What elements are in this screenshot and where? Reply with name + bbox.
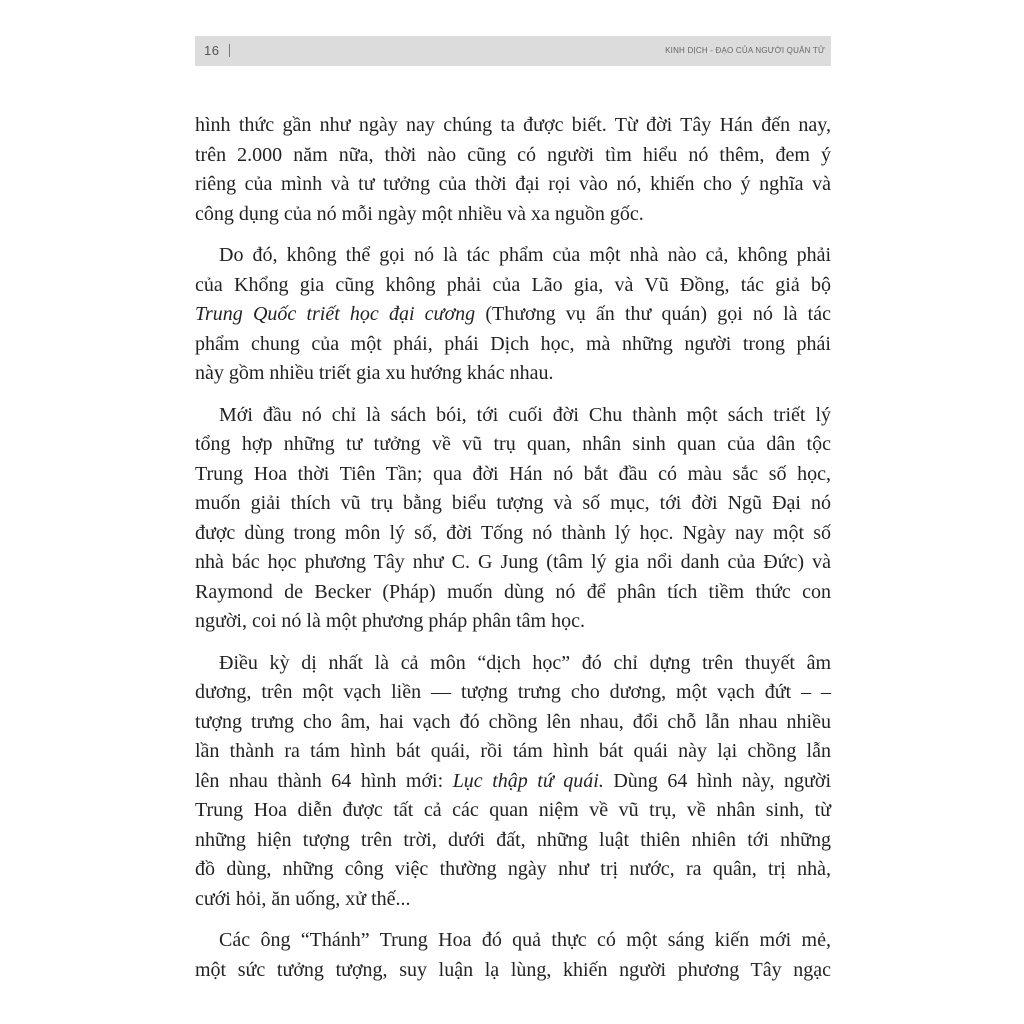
paragraph (195, 241, 831, 389)
text-line: Do đó, không thể gọi nó là tác phẩm của một nhà nào cả, không phải (219, 244, 831, 266)
text-line: hình thức gần như ngày nay chúng ta được biết. Từ đời Tây Hán đến nay, (195, 114, 831, 136)
text-line: tượng trưng cho âm, hai vạch đó chồng lên nhau, đổi chỗ lẫn nhau nhiều (195, 710, 831, 733)
text-line: Raymond de Becker (Pháp) muốn dùng nó để phân tích tiềm thức con (195, 580, 831, 603)
book-title: Trung Quốc triết học đại cương (195, 303, 476, 325)
paragraph (195, 649, 831, 915)
term-italic: Lục thập tứ quái. (452, 769, 604, 792)
text-line: Điều kỳ dị nhất là cả môn “dịch học” đó chỉ dựng trên thuyết âm (219, 651, 831, 674)
text-line: một sức tưởng tượng, suy luận lạ lùng, khiến người phương Tây ngạc (195, 958, 831, 981)
text-line: Các ông “Thánh” Trung Hoa đó quả thực có một sáng kiến mới mẻ, (219, 929, 831, 951)
text-line: công dụng của nó mỗi ngày một nhiều và xa nguồn gốc. (195, 202, 644, 225)
text-line: trên 2.000 năm nữa, thời nào cũng có người tìm hiểu nó thêm, đem ý (195, 143, 831, 166)
text-line: người, coi nó là một phương pháp phân tâm học. (195, 610, 585, 632)
text-line: Trung Quốc triết học đại cương (Thương vụ ấn thư quán) gọi nó là tác (195, 303, 831, 325)
text-line: những hiện tượng trên trời, dưới đất, những luật thiên nhiên tới những (195, 828, 831, 851)
text-line: riêng của mình và tư tưởng của thời đại rọi vào nó, khiến cho ý nghĩa và (195, 173, 831, 195)
text-line: này gồm nhiều triết gia xu hướng khác nhau. (195, 362, 554, 384)
text-line: lên nhau thành 64 hình mới: Lục thập tứ quái. Dùng 64 hình này, người (195, 769, 832, 792)
text-line: Mới đầu nó chỉ là sách bói, tới cuối đời Chu thành một sách triết lý (219, 403, 831, 426)
text-line: Trung Hoa thời Tiên Tần; qua đời Hán nó bắt đầu có màu sắc số học, (195, 462, 831, 485)
paragraph (195, 401, 831, 637)
text-line: nhà bác học phương Tây như C. G Jung (tâm lý gia nổi danh của Đức) và (195, 551, 831, 573)
text-line: đồ dùng, những công việc thường ngày như trị nước, ra quân, trị nhà, (195, 858, 831, 880)
text-line: muốn giải thích vũ trụ bằng biểu tượng và số mục, tới đời Ngũ Đại nó (195, 492, 831, 514)
paragraph (195, 111, 831, 229)
body-text (195, 111, 831, 997)
text-line: phẩm chung của một phái, phái Dịch học, mà những người trong phái (195, 332, 831, 355)
text-line: tổng hợp những tư tưởng về vũ trụ quan, nhân sinh quan của dân tộc (195, 433, 831, 455)
text-line: dương, trên một vạch liền — tượng trưng cho dương, một vạch đứt – – (195, 681, 831, 703)
header-divider (229, 44, 230, 57)
text-line: của Khổng gia cũng không phải của Lão gia, và Vũ Đồng, tác giả bộ (195, 273, 831, 296)
text-line: cưới hỏi, ăn uống, xử thế... (195, 887, 411, 910)
paragraph (195, 926, 831, 985)
running-title: KINH DỊCH - ĐẠO CỦA NGƯỜI QUÂN TỬ (665, 46, 825, 55)
text-line: Trung Hoa diễn được tất cả các quan niệm về vũ trụ, về nhân sinh, từ (195, 799, 831, 821)
text-line: được dùng trong môn lý số, đời Tống nó thành lý học. Ngày nay một số (195, 521, 831, 544)
page-header (195, 36, 831, 66)
page-number: 16 (204, 43, 220, 58)
text-line: lần thành ra tám hình bát quái, rồi tám hình bát quái này lại chồng lẫn (195, 740, 831, 762)
